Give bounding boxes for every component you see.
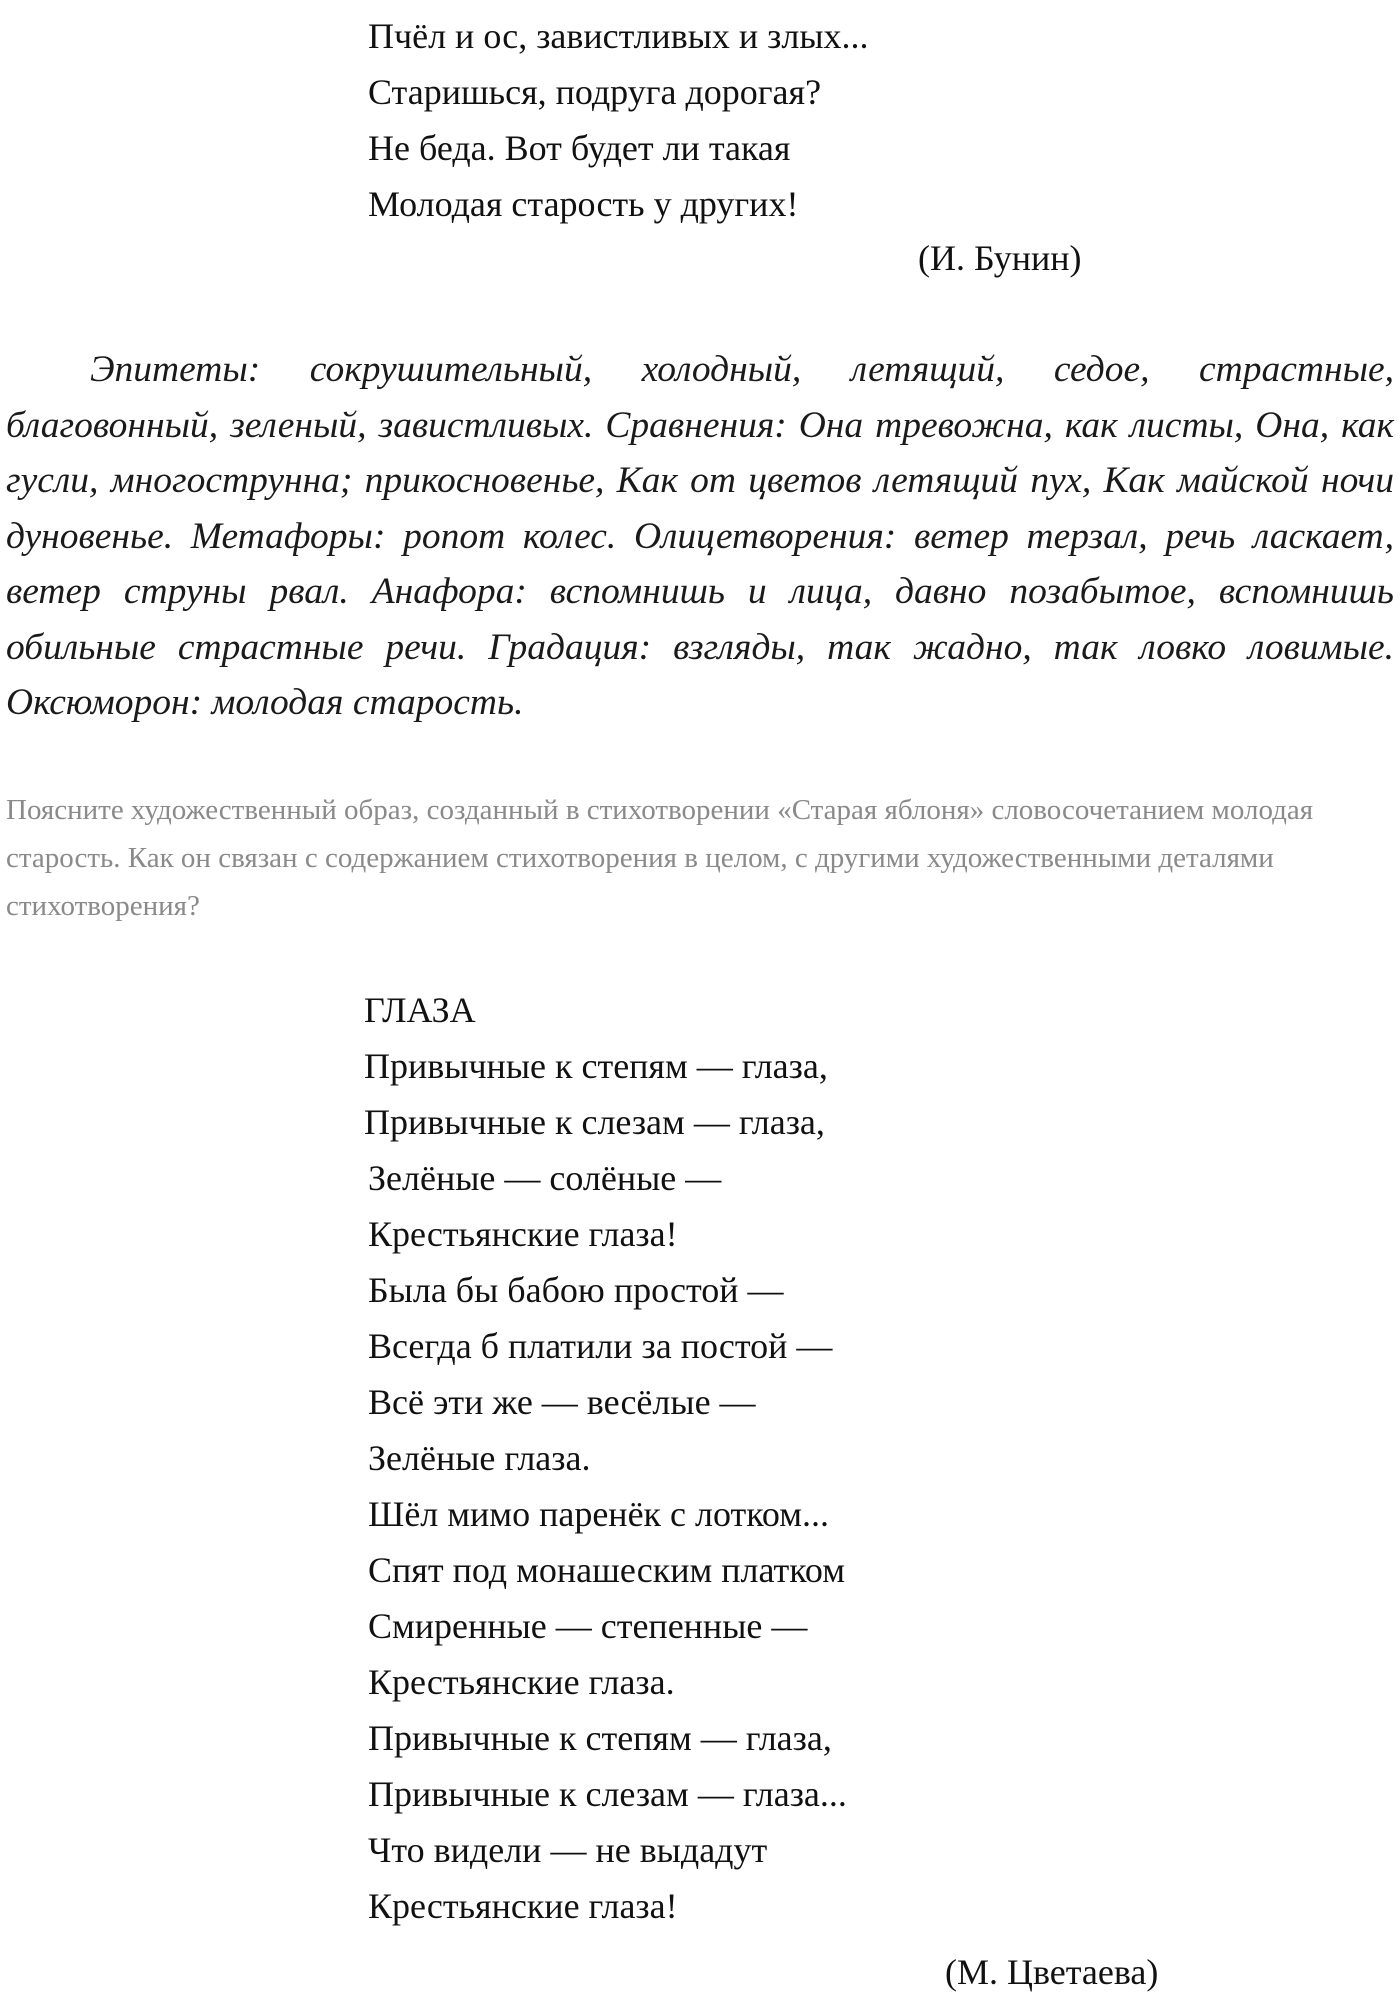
poem-line: Всегда б платили за постой — [368,1326,833,1366]
poem-line: Зелёные — солёные — [368,1158,722,1198]
poem-line: Привычные к слезам — глаза... [368,1774,847,1814]
poem-line: Крестьянские глаза! [368,1886,678,1926]
poem-line: Крестьянские глаза! [368,1214,678,1254]
poem-line: Привычные к слезам — глаза, [364,1102,825,1142]
poem-line: Шёл мимо паренёк с лотком... [368,1494,830,1534]
poem-line: Не беда. Вот будет ли такая [368,128,791,168]
tsvetaeva-attribution: (М. Цветаева) [945,1952,1159,1992]
poem-line: Смиренные — степенные — [368,1606,808,1646]
poem-line: Зелёные глаза. [368,1438,591,1478]
question-paragraph: Поясните художественный образ, созданный в стихотворении «Старая яблоня» словосочетанием молодая старость. Как он связан с содержанием стихотворения в целом, с другими художественными деталями стихотворения? [6,794,1314,922]
poem-line: Спят под монашеским платком [368,1550,846,1590]
poem-line: Привычные к степям — глаза, [368,1718,832,1758]
bunin-poem-excerpt [368,8,869,232]
poem-line: Пчёл и ос, завистливых и злых... [368,16,869,56]
tsvetaeva-poem [364,982,847,1934]
poem-line: Была бы бабою простой — [368,1270,784,1310]
poem-line: Привычные к степям — глаза, [364,1046,828,1086]
analysis-paragraph: Эпитеты: сокрушительный, холодный, летящий, седое, страстные, благовонный, зеленый, завистливых. Сравнения: Она тревожна, как листы, Она, как гусли, многострунна; прикосновенье, Как от цветов летящий пух, Как майской ночи дуновенье. Метафоры: ропот колес. Олицетворения: ветер терзал, речь ласкает, ветер струны рвал. Анафора: вспомнишь и лица, давно позабытое, вспомнишь обильные страстные речи. Градация: взгляды, так жадно, так ловко ловимые. Оксюморон: молодая старость. [6,349,1394,723]
bunin-attribution: (И. Бунин) [918,238,1082,278]
poem-line: Всё эти же — весёлые — [368,1382,756,1422]
poem-line: Крестьянские глаза. [368,1662,675,1702]
poem-title: ГЛАЗА [364,990,476,1030]
poem-line: Старишься, подруга дорогая? [368,72,822,112]
poem-line: Что видели — не выдадут [368,1830,768,1870]
poem-line: Молодая старость у других! [368,184,799,224]
